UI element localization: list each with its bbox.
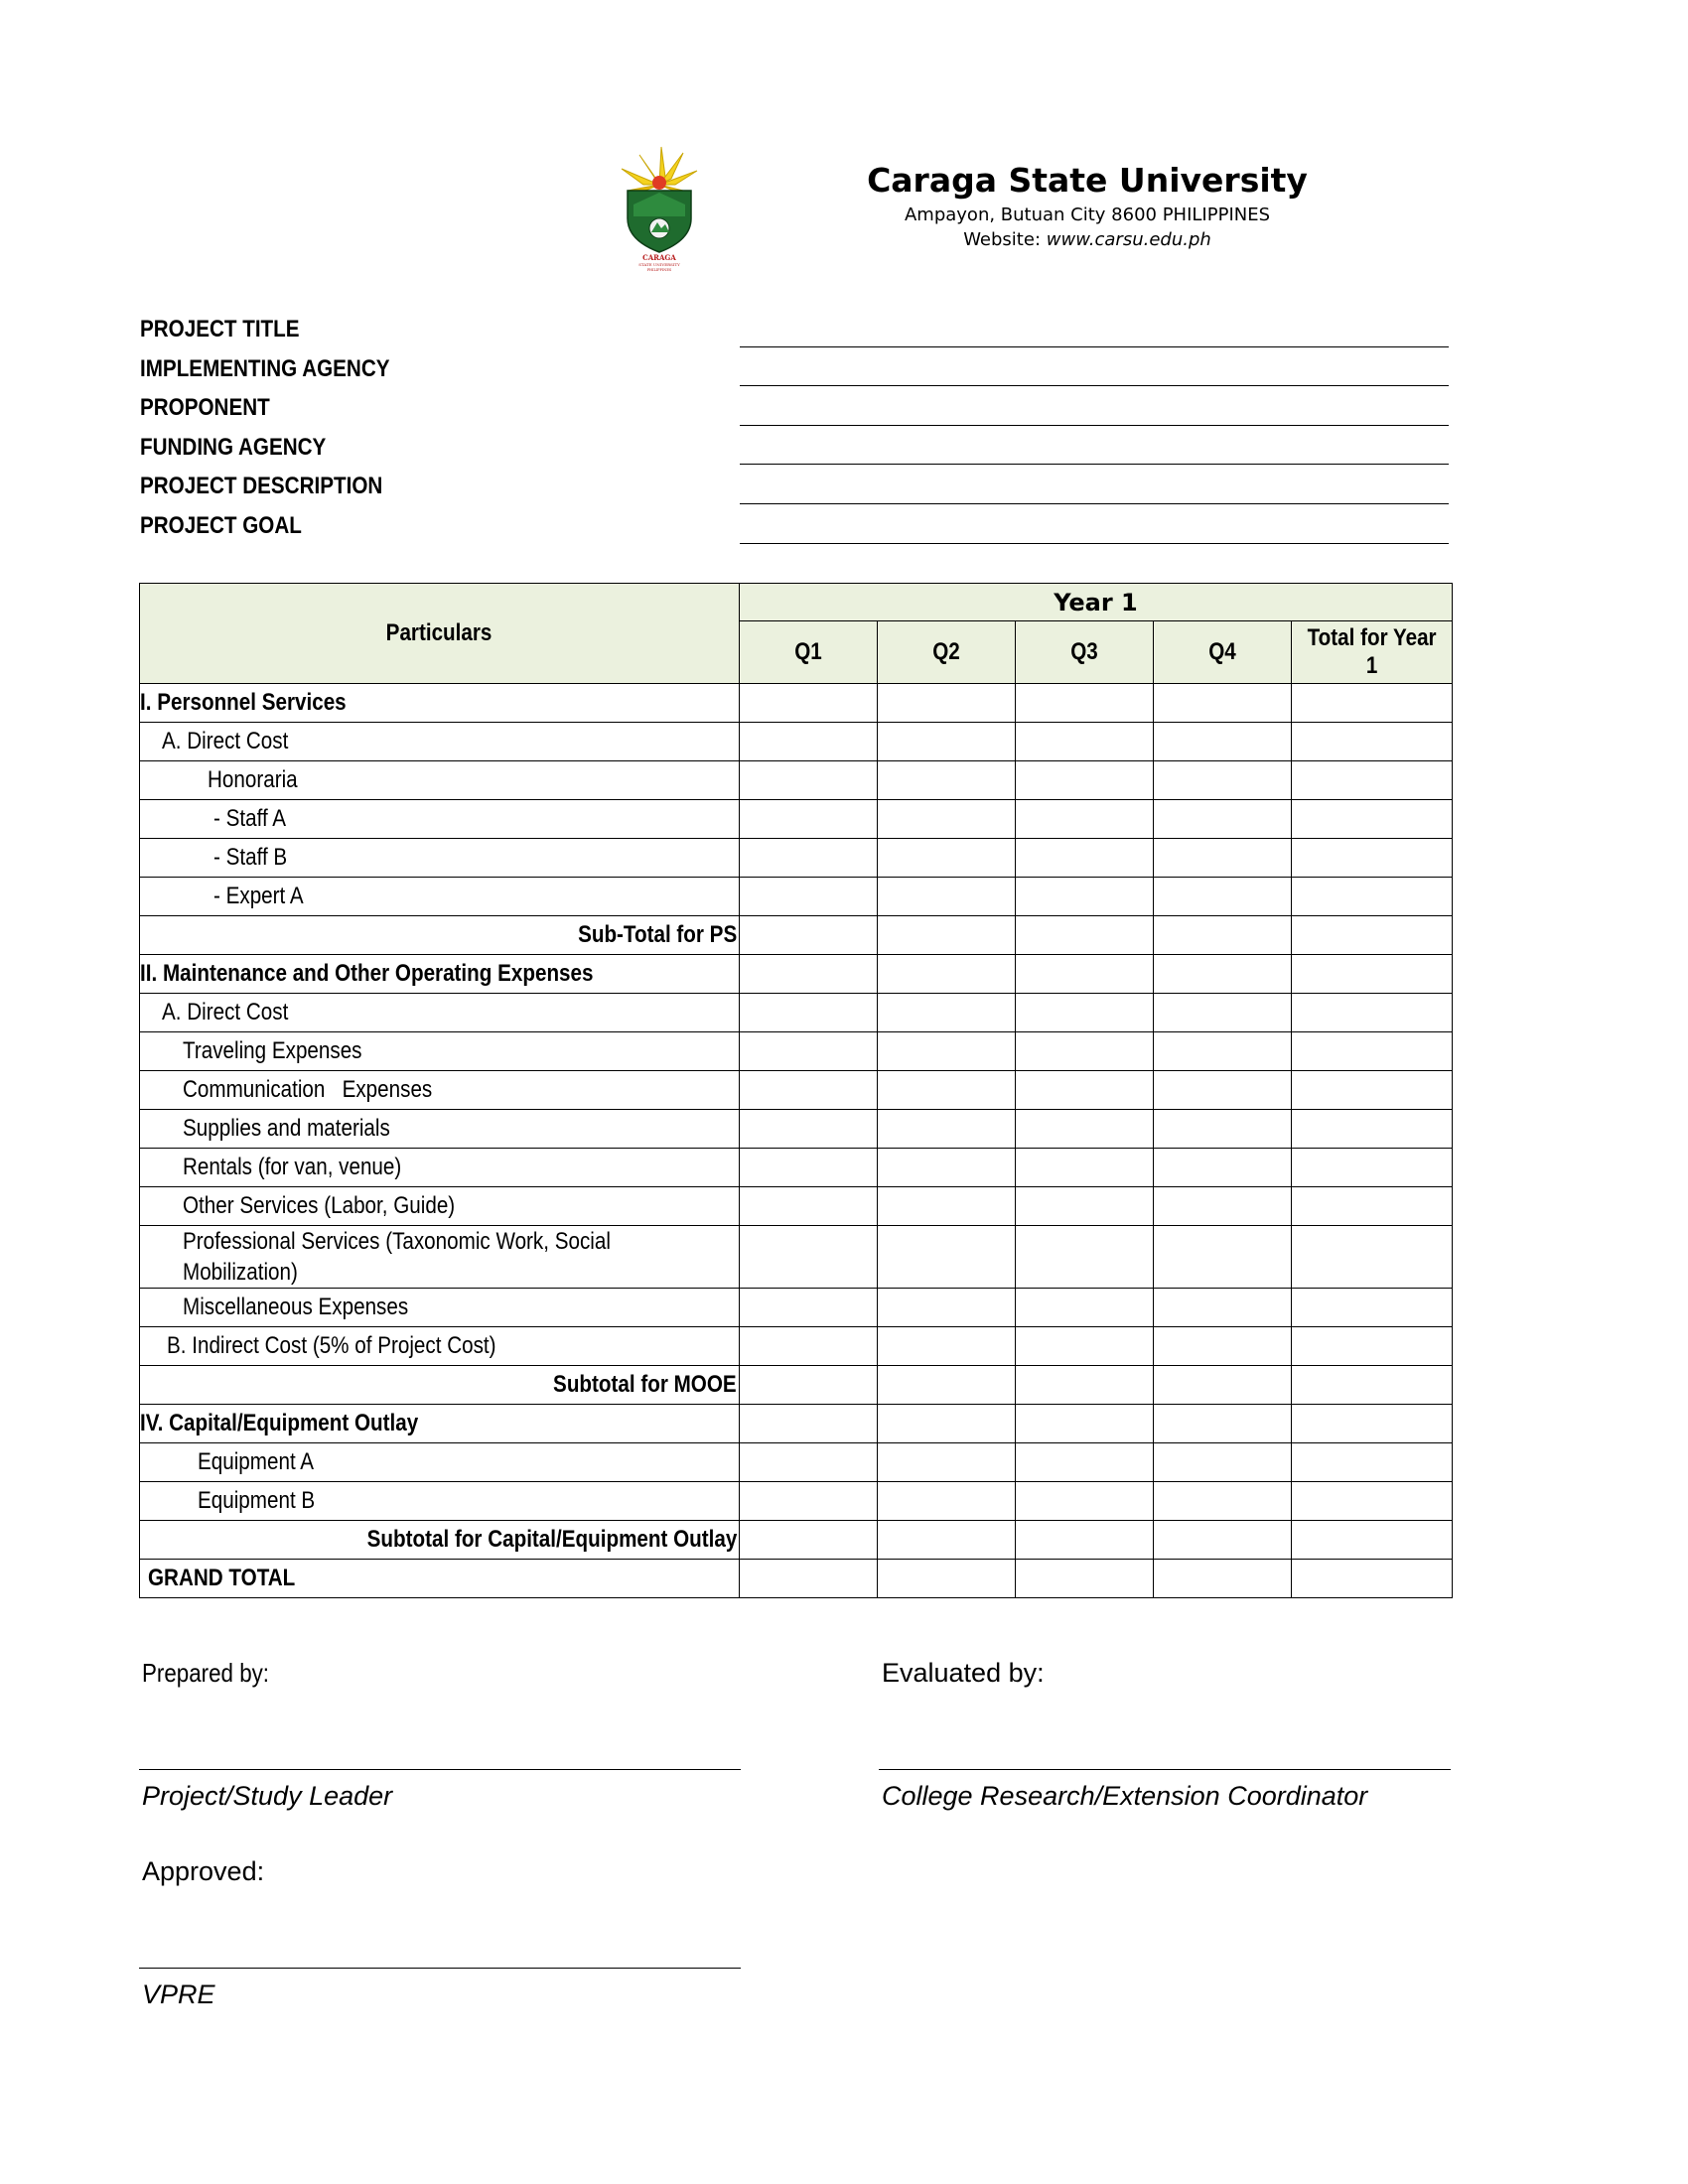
cell[interactable] xyxy=(1154,1226,1292,1289)
cell[interactable] xyxy=(740,1110,878,1149)
cell[interactable] xyxy=(1016,1226,1154,1289)
table-row xyxy=(140,1110,1453,1149)
cell[interactable] xyxy=(1292,1071,1453,1110)
field-project-goal xyxy=(140,506,1451,546)
evaluated-signature-line[interactable] xyxy=(879,1769,1451,1770)
cell[interactable] xyxy=(1292,1110,1453,1149)
approved-role: VPRE xyxy=(142,1979,215,2009)
cell[interactable] xyxy=(1292,1289,1453,1327)
cell[interactable] xyxy=(1154,1071,1292,1110)
cell[interactable] xyxy=(1016,1289,1154,1327)
cell[interactable] xyxy=(878,1366,1016,1405)
table-row xyxy=(140,1366,1453,1405)
sun-rays-icon xyxy=(622,147,697,193)
total-year-label xyxy=(1307,624,1436,680)
row-direct-cost xyxy=(140,994,740,1032)
field-label: PROJECT GOAL xyxy=(140,511,302,539)
cell[interactable] xyxy=(878,1482,1016,1521)
cell[interactable] xyxy=(1154,1482,1292,1521)
table-row xyxy=(140,800,1453,839)
cell[interactable] xyxy=(1154,1289,1292,1327)
cell[interactable] xyxy=(740,1482,878,1521)
cell[interactable] xyxy=(878,1149,1016,1187)
q3-header xyxy=(1016,621,1154,684)
cell[interactable] xyxy=(740,1560,878,1598)
table-row xyxy=(140,955,1453,994)
cell[interactable] xyxy=(878,1443,1016,1482)
logo-text: CARAGA xyxy=(642,253,676,262)
q1-label: Q1 xyxy=(794,638,822,665)
cell[interactable] xyxy=(1154,761,1292,800)
row-staff-a xyxy=(140,800,740,839)
cell[interactable] xyxy=(878,761,1016,800)
field-label: PROJECT TITLE xyxy=(140,316,300,342)
cell[interactable] xyxy=(878,955,1016,994)
cell[interactable] xyxy=(1292,1226,1453,1289)
row-label: IV. Capital/Equipment Outlay xyxy=(140,1410,419,1436)
cell[interactable] xyxy=(878,1289,1016,1327)
row-label: - Staff B xyxy=(213,844,288,871)
q4-label: Q4 xyxy=(1208,638,1236,665)
row-label: A. Direct Cost xyxy=(162,728,289,754)
cell[interactable] xyxy=(878,1071,1016,1110)
row-label: Miscellaneous Expenses xyxy=(183,1294,409,1320)
table-row xyxy=(140,994,1453,1032)
cell[interactable] xyxy=(1292,1482,1453,1521)
field-label: IMPLEMENTING AGENCY xyxy=(140,354,390,382)
cell[interactable] xyxy=(1016,994,1154,1032)
cell[interactable] xyxy=(1016,1521,1154,1560)
cell[interactable] xyxy=(878,684,1016,723)
cell[interactable] xyxy=(1016,1071,1154,1110)
q2-label: Q2 xyxy=(932,638,960,665)
cell[interactable] xyxy=(878,1405,1016,1443)
row-label: Equipment B xyxy=(198,1487,316,1514)
evaluated-by-label: Evaluated by: xyxy=(882,1658,1045,1688)
cell[interactable] xyxy=(878,1226,1016,1289)
cell[interactable] xyxy=(1016,1443,1154,1482)
cell[interactable] xyxy=(1154,1366,1292,1405)
q3-label: Q3 xyxy=(1070,638,1098,665)
cell[interactable] xyxy=(1292,1032,1453,1071)
q2-header xyxy=(878,621,1016,684)
cell[interactable] xyxy=(1016,684,1154,723)
fill-in-line[interactable] xyxy=(740,543,1449,544)
cell[interactable] xyxy=(1016,1187,1154,1226)
table-row xyxy=(140,1443,1453,1482)
q4-header xyxy=(1154,621,1292,684)
field-proponent xyxy=(140,388,1451,428)
table-row xyxy=(140,684,1453,723)
cell[interactable] xyxy=(1154,1187,1292,1226)
total-year-header xyxy=(1292,621,1453,684)
table-row xyxy=(140,1289,1453,1327)
cell[interactable] xyxy=(740,916,878,955)
cell[interactable] xyxy=(1154,1405,1292,1443)
approved-label: Approved: xyxy=(142,1856,265,1886)
cell[interactable] xyxy=(740,1032,878,1071)
field-implementing-agency xyxy=(140,349,1451,389)
table-row xyxy=(140,1187,1453,1226)
cell[interactable] xyxy=(1154,916,1292,955)
cell[interactable] xyxy=(740,1149,878,1187)
cell[interactable] xyxy=(740,1289,878,1327)
cell[interactable] xyxy=(1016,800,1154,839)
row-label: Rentals (for van, venue) xyxy=(183,1154,402,1180)
cell[interactable] xyxy=(1016,878,1154,916)
table-row xyxy=(140,761,1453,800)
cell[interactable] xyxy=(740,1521,878,1560)
cell[interactable] xyxy=(1016,1482,1154,1521)
table-row xyxy=(140,1071,1453,1110)
row-professional-services xyxy=(140,1226,740,1289)
website-label: Website: xyxy=(963,229,1042,250)
table-row xyxy=(140,1405,1453,1443)
cell[interactable] xyxy=(1292,955,1453,994)
row-subtotal-ps xyxy=(140,916,740,955)
cell[interactable] xyxy=(1154,1443,1292,1482)
cell[interactable] xyxy=(1154,800,1292,839)
q1-header xyxy=(740,621,878,684)
row-miscellaneous-expenses xyxy=(140,1289,740,1327)
row-label: Subtotal for MOOE xyxy=(553,1371,737,1398)
university-website xyxy=(864,227,1311,252)
row-label: Subtotal for Capital/Equipment Outlay xyxy=(366,1526,737,1553)
cell[interactable] xyxy=(1016,723,1154,761)
section-mooe xyxy=(140,955,740,994)
cell[interactable] xyxy=(1016,1327,1154,1366)
total-year-line2: 1 xyxy=(1365,652,1378,679)
row-supplies-materials xyxy=(140,1110,740,1149)
table-row xyxy=(140,1521,1453,1560)
cell[interactable] xyxy=(740,1443,878,1482)
field-label: PROJECT DESCRIPTION xyxy=(140,473,383,500)
particulars-header xyxy=(140,584,740,684)
university-seal-logo xyxy=(618,145,701,272)
prepared-signature-line[interactable] xyxy=(139,1769,741,1770)
particulars-header-label: Particulars xyxy=(386,619,492,646)
prepared-role: Project/Study Leader xyxy=(142,1781,393,1811)
row-expert-a xyxy=(140,878,740,916)
field-project-description xyxy=(140,467,1451,506)
row-label: Equipment A xyxy=(198,1448,315,1475)
field-label: PROPONENT xyxy=(140,394,270,422)
table-row xyxy=(140,1032,1453,1071)
cell[interactable] xyxy=(1154,1327,1292,1366)
cell[interactable] xyxy=(1292,994,1453,1032)
approved-signature-line[interactable] xyxy=(139,1968,741,1969)
row-honoraria xyxy=(140,761,740,800)
row-label: II. Maintenance and Other Operating Expenses xyxy=(140,960,594,987)
cell[interactable] xyxy=(740,684,878,723)
cell[interactable] xyxy=(740,800,878,839)
cell[interactable] xyxy=(1154,878,1292,916)
prepared-by-label: Prepared by: xyxy=(142,1658,270,1688)
row-label: Traveling Expenses xyxy=(183,1037,362,1064)
cell[interactable] xyxy=(1154,1560,1292,1598)
cell[interactable] xyxy=(740,1366,878,1405)
row-label: Supplies and materials xyxy=(183,1115,390,1142)
cell[interactable] xyxy=(1016,1110,1154,1149)
row-label: I. Personnel Services xyxy=(140,689,347,716)
website-url: www.carsu.edu.ph xyxy=(1046,229,1211,250)
cell[interactable] xyxy=(878,1327,1016,1366)
cell[interactable] xyxy=(878,916,1016,955)
cell[interactable] xyxy=(878,1110,1016,1149)
cell[interactable] xyxy=(1292,723,1453,761)
cell[interactable] xyxy=(1016,916,1154,955)
table-row xyxy=(140,1149,1453,1187)
row-label: Other Services (Labor, Guide) xyxy=(183,1192,456,1219)
row-subtotal-capital-outlay xyxy=(140,1521,740,1560)
row-label: - Expert A xyxy=(213,883,304,909)
table-row xyxy=(140,1560,1453,1598)
cell[interactable] xyxy=(1016,955,1154,994)
svg-text:STATE UNIVERSITY: STATE UNIVERSITY xyxy=(638,262,680,267)
cell[interactable] xyxy=(1016,1032,1154,1071)
row-equipment-a xyxy=(140,1443,740,1482)
row-traveling-expenses xyxy=(140,1032,740,1071)
cell[interactable] xyxy=(1292,761,1453,800)
cell[interactable] xyxy=(740,723,878,761)
cell[interactable] xyxy=(1154,994,1292,1032)
cell[interactable] xyxy=(1016,761,1154,800)
cell[interactable] xyxy=(740,1327,878,1366)
row-label: B. Indirect Cost (5% of Project Cost) xyxy=(167,1332,496,1359)
row-label: Communication Expenses xyxy=(183,1076,433,1103)
cell[interactable] xyxy=(1154,839,1292,878)
table-row xyxy=(140,1226,1453,1289)
cell[interactable] xyxy=(740,1071,878,1110)
cell[interactable] xyxy=(1292,1521,1453,1560)
table-row xyxy=(140,723,1453,761)
cell[interactable] xyxy=(1154,723,1292,761)
budget-table-body xyxy=(140,684,1453,1598)
cell[interactable] xyxy=(878,800,1016,839)
cell[interactable] xyxy=(1292,800,1453,839)
cell[interactable] xyxy=(1154,1149,1292,1187)
fill-in-line[interactable] xyxy=(740,346,1449,347)
table-row xyxy=(140,916,1453,955)
fill-in-line[interactable] xyxy=(740,385,1449,386)
cell[interactable] xyxy=(1292,878,1453,916)
row-label: Honoraria xyxy=(208,766,298,793)
cell[interactable] xyxy=(740,878,878,916)
cell[interactable] xyxy=(1016,1560,1154,1598)
cell[interactable] xyxy=(878,1187,1016,1226)
cell[interactable] xyxy=(878,839,1016,878)
field-project-title xyxy=(140,310,1451,349)
cell[interactable] xyxy=(740,761,878,800)
cell[interactable] xyxy=(740,994,878,1032)
university-name: Caraga State University xyxy=(867,161,1308,200)
table-row xyxy=(140,839,1453,878)
cell[interactable] xyxy=(1016,1149,1154,1187)
row-label: GRAND TOTAL xyxy=(148,1565,296,1591)
cell[interactable] xyxy=(740,955,878,994)
university-address: Ampayon, Butuan City 8600 PHILIPPINES xyxy=(904,205,1271,225)
row-communication-expenses xyxy=(140,1071,740,1110)
cell[interactable] xyxy=(1292,1443,1453,1482)
total-year-line1: Total for Year xyxy=(1307,624,1437,651)
fill-in-line[interactable] xyxy=(740,464,1449,465)
cell[interactable] xyxy=(878,994,1016,1032)
cell[interactable] xyxy=(1154,1521,1292,1560)
cell[interactable] xyxy=(1292,1366,1453,1405)
cell[interactable] xyxy=(1292,1149,1453,1187)
row-rentals xyxy=(140,1149,740,1187)
cell[interactable] xyxy=(1292,916,1453,955)
cell[interactable] xyxy=(1016,1405,1154,1443)
cell[interactable] xyxy=(1292,839,1453,878)
table-row xyxy=(140,878,1453,916)
fill-in-line[interactable] xyxy=(740,425,1449,426)
cell[interactable] xyxy=(878,878,1016,916)
cell[interactable] xyxy=(1292,1560,1453,1598)
cell[interactable] xyxy=(878,723,1016,761)
row-label: Professional Services (Taxonomic Work, Social Mobilization) xyxy=(183,1228,611,1286)
section-personnel-services xyxy=(140,684,740,723)
table-row xyxy=(140,1482,1453,1521)
cell[interactable] xyxy=(1154,684,1292,723)
budget-table xyxy=(139,583,1453,1598)
cell[interactable] xyxy=(740,1187,878,1226)
cell[interactable] xyxy=(1154,1032,1292,1071)
fill-in-line[interactable] xyxy=(740,503,1449,504)
cell[interactable] xyxy=(1154,955,1292,994)
evaluated-role: College Research/Extension Coordinator xyxy=(882,1781,1368,1811)
cell[interactable] xyxy=(740,839,878,878)
university-header xyxy=(864,159,1311,252)
svg-text:PHILIPPINES: PHILIPPINES xyxy=(646,268,672,272)
field-funding-agency xyxy=(140,428,1451,468)
cell[interactable] xyxy=(740,1226,878,1289)
cell[interactable] xyxy=(1154,1110,1292,1149)
section-capital-outlay xyxy=(140,1405,740,1443)
cell[interactable] xyxy=(1292,1187,1453,1226)
row-grand-total xyxy=(140,1560,740,1598)
year-header: Year 1 xyxy=(740,584,1453,621)
row-other-services xyxy=(140,1187,740,1226)
cell[interactable] xyxy=(878,1521,1016,1560)
row-label: Sub-Total for PS xyxy=(577,921,737,948)
row-indirect-cost xyxy=(140,1327,740,1366)
row-label: A. Direct Cost xyxy=(162,999,289,1025)
project-info-fields xyxy=(140,310,1451,546)
cell[interactable] xyxy=(1292,1405,1453,1443)
table-row xyxy=(140,1327,1453,1366)
row-equipment-b xyxy=(140,1482,740,1521)
cell[interactable] xyxy=(878,1032,1016,1071)
cell[interactable] xyxy=(1016,839,1154,878)
cell[interactable] xyxy=(740,1405,878,1443)
cell[interactable] xyxy=(1292,1327,1453,1366)
row-label: - Staff A xyxy=(213,805,287,832)
cell[interactable] xyxy=(1292,684,1453,723)
row-direct-cost xyxy=(140,723,740,761)
row-staff-b xyxy=(140,839,740,878)
cell[interactable] xyxy=(878,1560,1016,1598)
field-label: FUNDING AGENCY xyxy=(140,433,327,461)
row-subtotal-mooe xyxy=(140,1366,740,1405)
cell[interactable] xyxy=(1016,1366,1154,1405)
